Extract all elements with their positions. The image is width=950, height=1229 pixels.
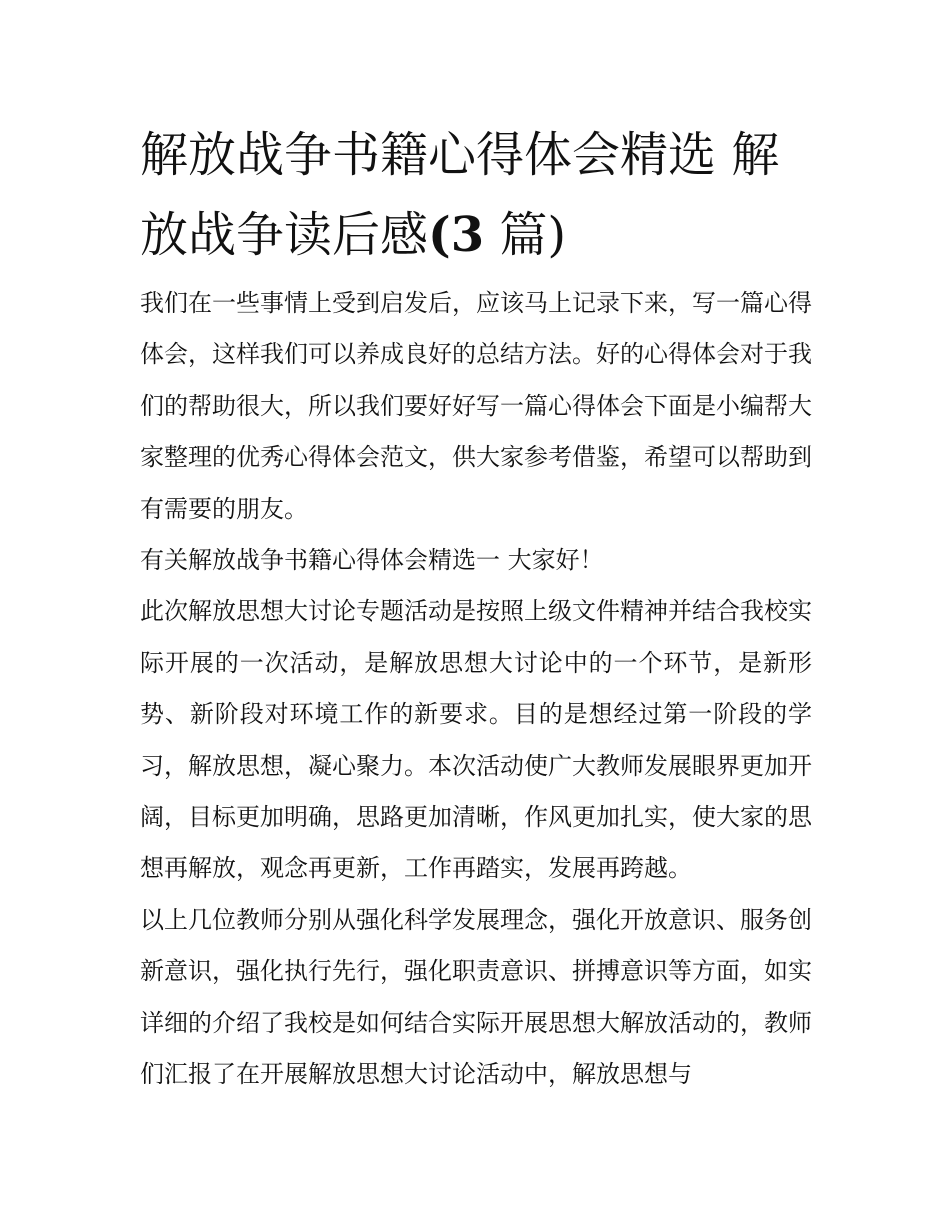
title-text: 解放战争书籍心得体会精选 解放战争读后感 <box>140 127 780 263</box>
intro-paragraph: 我们在一些事情上受到启发后，应该马上记录下来，写一篇心得体会，这样我们可以养成良好的总结方法。好的心得体会对于我们的帮助很大，所以我们要好好写一篇心得体会下面是小编帮大家整理的优秀心得体会范文，供大家参考借鉴，希望可以帮助到有需要的朋友。 <box>140 289 812 523</box>
document-title <box>140 115 812 275</box>
section-heading: 有关解放战争书籍心得体会精选一 大家好！ <box>140 546 604 575</box>
body-paragraph: 此次解放思想大讨论专题活动是按照上级文件精神并结合我校实际开展的一次活动，是解放思想大讨论中的一个环节，是新形势、新阶段对环境工作的新要求。目的是想经过第一阶段的学习，解放思想，凝心聚力。本次活动使广大教师发展眼界更加开阔，目标更加明确，思路更加清晰，作风更加扎实，使大家的思想再解放，观念再更新，工作再踏实，发展再跨越。 <box>140 597 812 883</box>
document-body <box>140 278 812 1101</box>
body-paragraph: 以上几位教师分别从强化科学发展理念，强化开放意识、服务创新意识，强化执行先行，强化职责意识、拼搏意识等方面，如实详细的介绍了我校是如何结合实际开展思想大解放活动的，教师们汇报了在开展解放思想大讨论活动中，解放思想与 <box>140 905 812 1089</box>
title-suffix: 篇) <box>484 207 567 263</box>
title-count: (3 <box>428 207 485 263</box>
